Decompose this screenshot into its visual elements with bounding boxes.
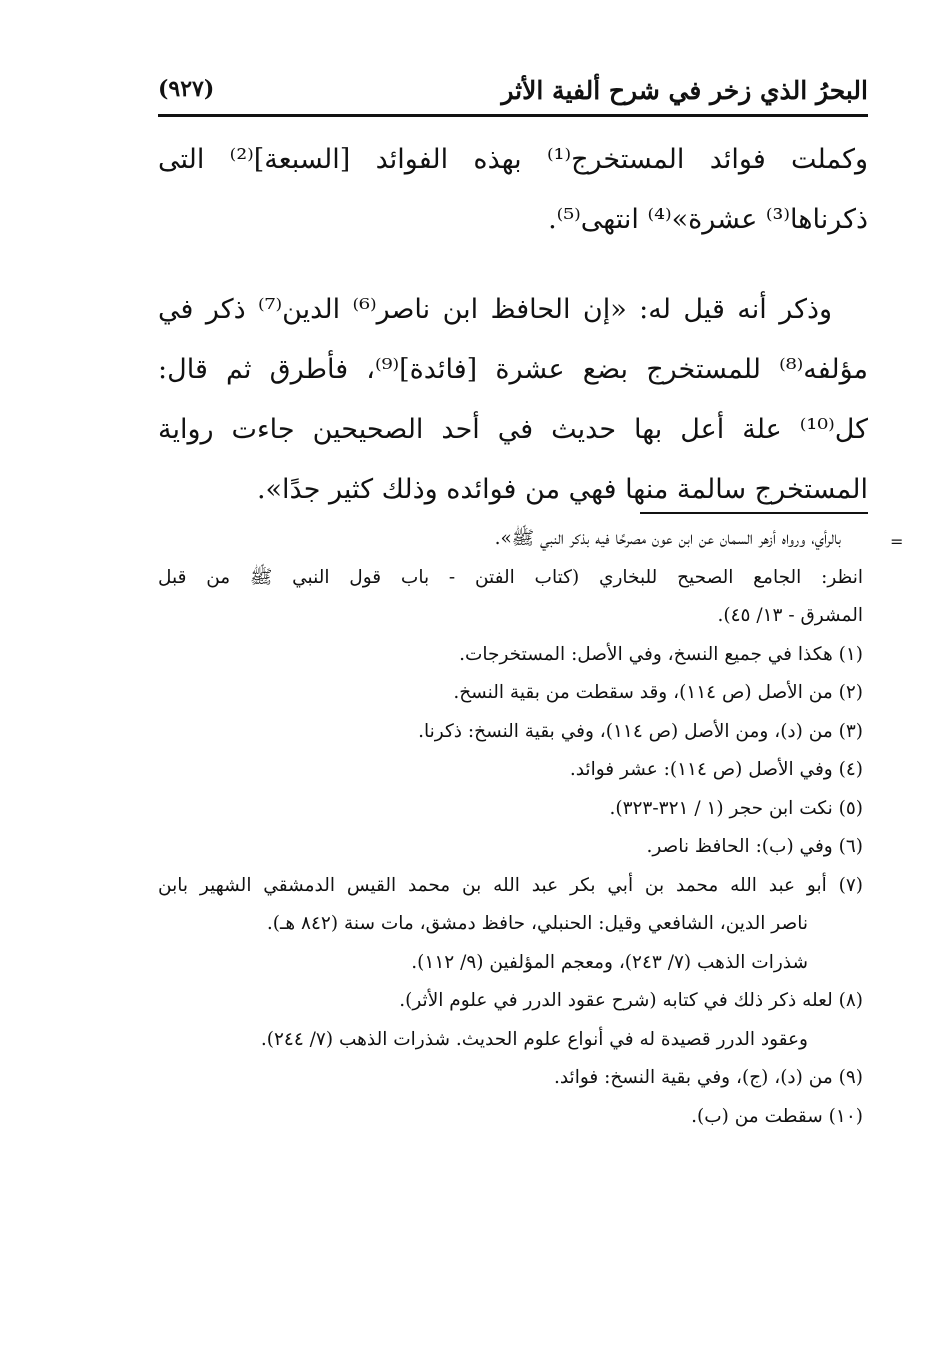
main-text [158,130,868,520]
header-divider [158,114,868,117]
footnotes [158,520,863,1136]
footnote-line: (١٠) سقطت من (ب). [691,1105,863,1127]
footnote-line: (٦) وفي (ب): الحافظ ناصر. [646,836,863,857]
footnote-line: ناصر الدين، الشافعي وقيل: الحنبلي، حافظ دمشق، مات سنة (٨٤٢ هـ). [266,913,808,934]
footnote-line: (١) هكذا في جميع النسخ، وفي الأصل: المستخرجات. [459,643,863,665]
footnote-line: انظر: الجامع الصحيح للبخاري (كتاب الفتن - باب قول النبي ﷺ من قبل [158,566,863,588]
page-number: (٩٢٧) [158,76,215,102]
running-title: البحرُ الذي زخر في شرح ألفية الأثر [501,76,868,105]
footnote-divider [640,512,868,514]
footnote-line: شذرات الذهب (٧/ ٢٤٣)، ومعجم المؤلفين (٩/ ١١٢). [411,951,808,973]
footnote-line: وعقود الدرر قصيدة له في أنواع علوم الحديث. شذرات الذهب (٧/ ٢٤٤). [260,1028,808,1050]
body-paragraph: وكملت فوائد المستخرج⁽¹⁾ بهذه الفوائد [السبعة]⁽²⁾ التى ذكرناها⁽³⁾ عشرة»⁽⁴⁾ انتهى⁽⁵⁾. [158,144,868,235]
footnote-line: (٣) من (د)، ومن الأصل (ص ١١٤)، وفي بقية النسخ: ذكرنا. [418,720,863,742]
footnote-line: (٨) لعله ذكر ذلك في كتابه (شرح عقود الدرر في علوم الأثر). [399,990,863,1011]
footnote-line: (٧) أبو عبد الله محمد بن أبي بكر عبد الله بن محمد القيس الدمشقي الشهير بابن [158,874,863,896]
page-header [158,58,868,118]
body-paragraph: وذكر أنه قيل له: «إن الحافظ ابن ناصر⁽⁶⁾ الدين⁽⁷⁾ ذكر في مؤلفه⁽⁸⁾ للمستخرج بضع عشرة [فائدة]⁽⁹⁾، فأطرق ثم قال: كل⁽¹⁰⁾ علة أعل بها حديث في أحد الصحيحين جاءت رواية المستخرج سالمة منها فهي من فوائده وذلك كثير جدًا». [158,294,868,505]
footnote-line: (٢) من الأصل (ص ١١٤)، وقد سقطت من بقية النسخ. [453,682,863,703]
footnote-line: المشرق - ١٣/ ٤٥). [717,605,863,626]
footnote-line: (٩) من (د)، (ج)، وفي بقية النسخ: فوائد. [553,1067,863,1088]
footnote-line: بالرأي، ورواه أزهر السمان عن ابن عون مصرحًا فيه بذكر النبي ﷺ». [494,528,841,549]
footnote-line: (٥) نكت ابن حجر (١ / ٣٢١-٣٢٣). [609,797,863,819]
footnote-line: (٤) وفي الأصل (ص ١١٤): عشر فوائد. [569,759,863,780]
continuation-mark: = [890,532,904,551]
